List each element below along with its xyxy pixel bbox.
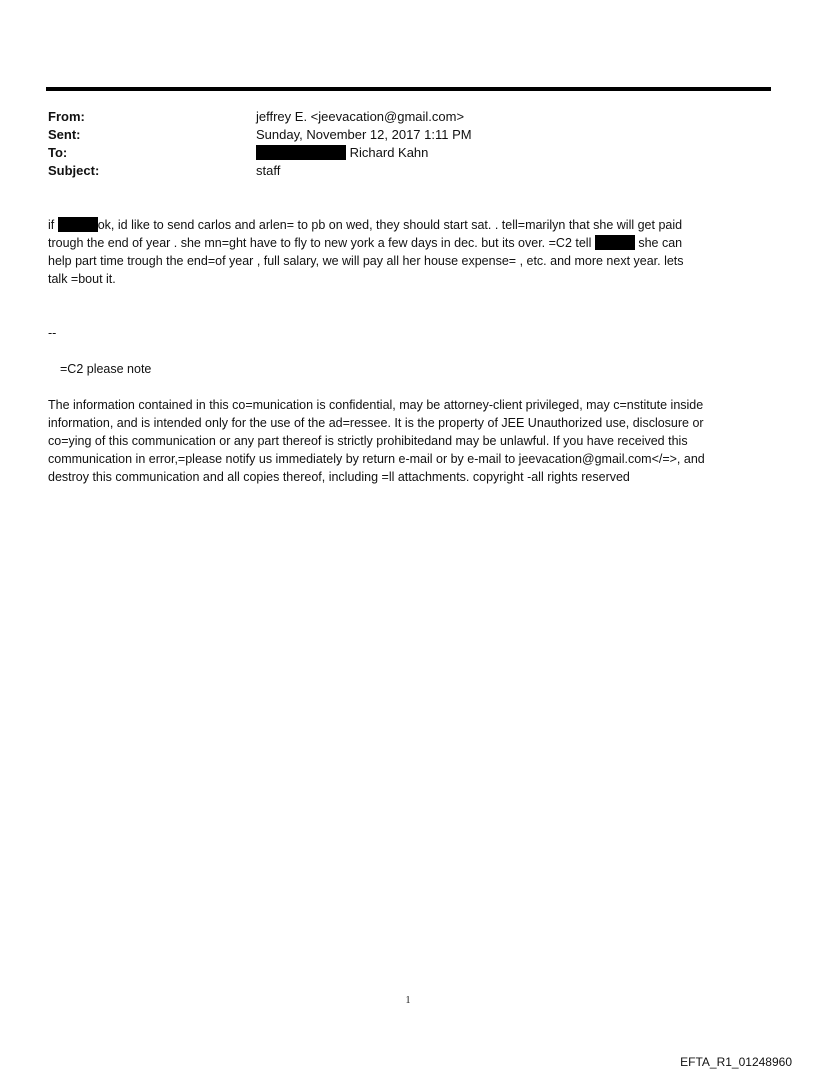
header-rule (46, 87, 771, 91)
please-note: =C2 please note (60, 362, 152, 376)
redaction-block (58, 217, 98, 232)
sent-label: Sent: (48, 127, 81, 142)
to-row (48, 144, 748, 162)
to-value: Richard Kahn (349, 145, 429, 160)
body-line (48, 234, 770, 252)
from-label: From: (48, 109, 85, 124)
document-id: EFTA_R1_01248960 (680, 1055, 792, 1069)
from-row (48, 108, 748, 126)
disclaimer-line: information, and is intended only for the use of the ad=ressee. It is the property of JEE Unauthorized use, disclosure or (48, 416, 704, 430)
body-line (48, 216, 770, 234)
from-value: jeffrey E. <jeevacation@gmail.com> (256, 109, 465, 124)
sent-row (48, 126, 748, 144)
body-line: talk =bout it. (48, 272, 116, 286)
subject-value: staff (256, 163, 281, 178)
to-value-wrap (256, 144, 428, 162)
body-text-segment: if (48, 218, 55, 232)
sent-value: Sunday, November 12, 2017 1:11 PM (256, 127, 472, 142)
disclaimer-line: communication in error,=please notify us immediately by return e-mail or by e-mail to jeevacation@gmail.com</=>, and (48, 452, 705, 466)
disclaimer-line: co=ying of this communication or any part thereof is strictly prohibitedand may be unlawful. If you have received this (48, 434, 688, 448)
body-text-segment: she can (638, 236, 683, 250)
body-text-segment: ok, id like to send carlos and arlen= to pb on wed, they should start sat. . tell=marilyn that she will get paid (97, 218, 683, 232)
body-line: help part time trough the end=of year , full salary, we will pay all her house expense= , etc. and more next year. lets (48, 254, 684, 268)
to-label: To: (48, 145, 68, 160)
confidentiality-disclaimer (48, 396, 770, 486)
signature-separator: -- (48, 326, 57, 340)
message-body (48, 216, 770, 288)
body-text-segment: trough the end of year . she mn=ght have to fly to new york a few days in dec. but its over. =C2 tell (48, 236, 592, 250)
disclaimer-line: destroy this communication and all copies thereof, including =ll attachments. copyright -all rights reserved (48, 470, 630, 484)
redaction-block (256, 145, 346, 160)
page-number: 1 (405, 995, 411, 1006)
subject-row (48, 162, 748, 180)
subject-label: Subject: (48, 163, 100, 178)
redaction-block (595, 235, 635, 250)
disclaimer-line: The information contained in this co=munication is confidential, may be attorney-client privileged, may c=nstitute inside (48, 398, 704, 412)
